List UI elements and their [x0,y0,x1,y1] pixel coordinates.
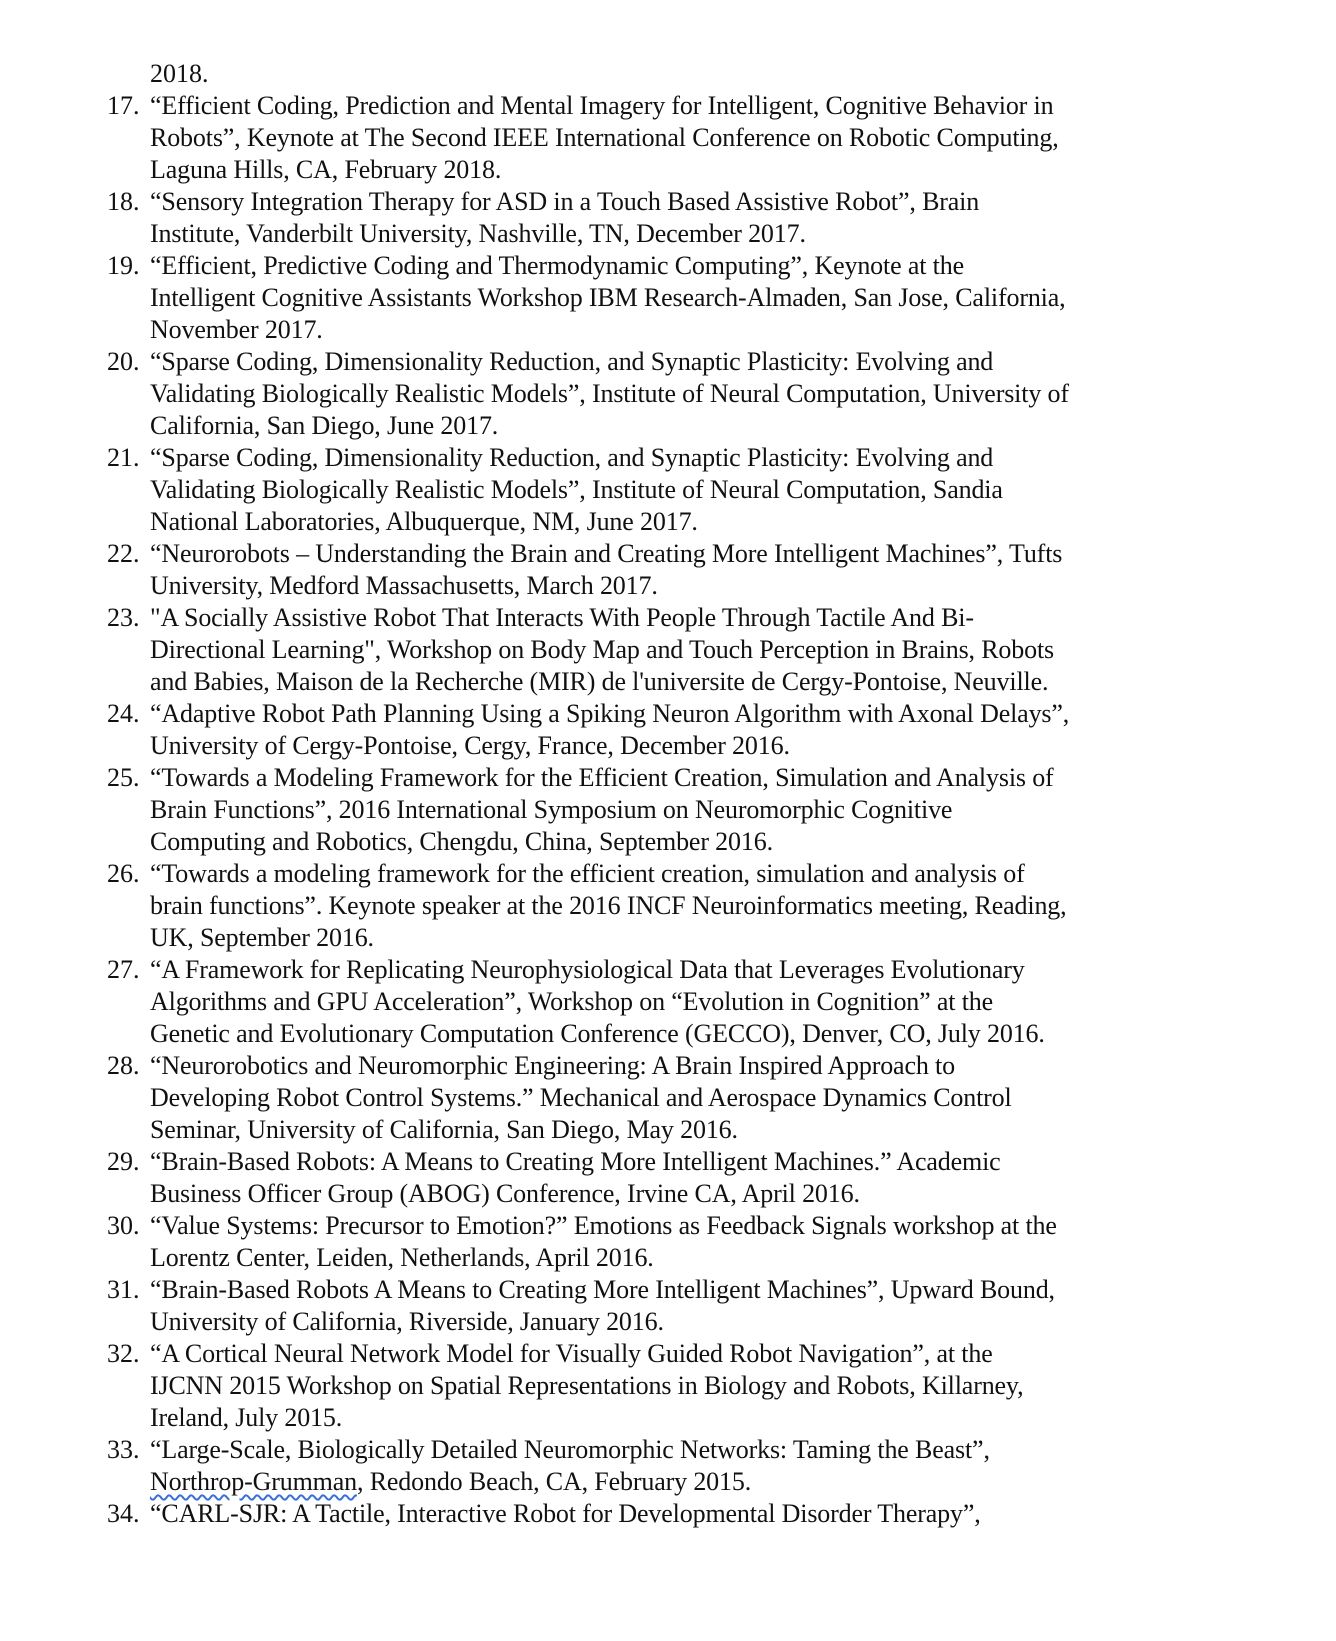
item-text-line: "A Socially Assistive Robot That Interacts With People Through Tactile And Bi- [150,603,974,632]
item-number: 29. [107,1147,140,1176]
list-item [0,954,1336,1050]
list-item [0,1210,1336,1274]
item-text-line: Lorentz Center, Leiden, Netherlands, April 2016. [150,1243,654,1272]
item-text-line: “Adaptive Robot Path Planning Using a Spiking Neuron Algorithm with Axonal Delays”, [150,699,1070,728]
item-text-line: Ireland, July 2015. [150,1403,343,1432]
item-text-line: Developing Robot Control Systems.” Mechanical and Aerospace Dynamics Control [150,1083,1012,1112]
item-number: 33. [107,1435,140,1464]
item-text-line: “A Cortical Neural Network Model for Visually Guided Robot Navigation”, at the [150,1339,993,1368]
item-text-line: Business Officer Group (ABOG) Conference, Irvine CA, April 2016. [150,1179,860,1208]
item-text-line: “Large-Scale, Biologically Detailed Neuromorphic Networks: Taming the Beast”, [150,1435,990,1464]
item-text-line: “Efficient Coding, Prediction and Mental Imagery for Intelligent, Cognitive Behavior in [150,91,1054,120]
list-item [0,1050,1336,1146]
item-text-line: National Laboratories, Albuquerque, NM, June 2017. [150,507,698,536]
item-text-line: Laguna Hills, CA, February 2018. [150,155,502,184]
item-number: 18. [107,187,140,216]
spellcheck-flagged-word[interactable]: Northrop-Grumman [150,1467,357,1496]
item-text-line: “Value Systems: Precursor to Emotion?” Emotions as Feedback Signals workshop at the [150,1211,1057,1240]
item-text-line: Genetic and Evolutionary Computation Conference (GECCO), Denver, CO, July 2016. [150,1019,1045,1048]
continuation-line: 2018. [150,59,209,88]
item-number: 19. [107,251,140,280]
item-text-line: University, Medford Massachusetts, March 2017. [150,571,658,600]
item-text-line: Algorithms and GPU Acceleration”, Workshop on “Evolution in Cognition” at the [150,987,994,1016]
list-item [0,186,1336,250]
item-text-line: “Efficient, Predictive Coding and Thermodynamic Computing”, Keynote at the [150,251,964,280]
item-number: 24. [107,699,140,728]
item-number: 28. [107,1051,140,1080]
item-text-line: Computing and Robotics, Chengdu, China, September 2016. [150,827,773,856]
item-text-line: University of California, Riverside, January 2016. [150,1307,664,1336]
item-text-line: “Sensory Integration Therapy for ASD in a Touch Based Assistive Robot”, Brain [150,187,980,216]
item-number: 31. [107,1275,140,1304]
item-text-line: “A Framework for Replicating Neurophysiological Data that Leverages Evolutionary [150,955,1025,984]
item-text-line: California, San Diego, June 2017. [150,411,499,440]
item-text-line: “Towards a modeling framework for the efficient creation, simulation and analysis of [150,859,1025,888]
list-item [0,442,1336,538]
list-item [0,346,1336,442]
item-number: 22. [107,539,140,568]
list-item [0,1498,1336,1530]
item-number: 30. [107,1211,140,1240]
item-text-line: Directional Learning", Workshop on Body Map and Touch Perception in Brains, Robots [150,635,1055,664]
talks-list [0,90,1336,1530]
item-text-line: Validating Biologically Realistic Models”, Institute of Neural Computation, University of [150,379,1069,408]
item-text-line: brain functions”. Keynote speaker at the 2016 INCF Neuroinformatics meeting, Reading, [150,891,1067,920]
item-text-line: Brain Functions”, 2016 International Symposium on Neuromorphic Cognitive [150,795,953,824]
item-text-line: “CARL-SJR: A Tactile, Interactive Robot for Developmental Disorder Therapy”, [150,1499,981,1528]
list-item [0,602,1336,698]
item-text-line: Seminar, University of California, San Diego, May 2016. [150,1115,738,1144]
item-text-line [150,1466,1336,1498]
item-number: 25. [107,763,140,792]
item-text-fragment: , Redondo Beach, CA, February 2015. [357,1467,752,1496]
item-text-line: Intelligent Cognitive Assistants Workshop IBM Research-Almaden, San Jose, California, [150,283,1066,312]
item-text-line: University of Cergy-Pontoise, Cergy, France, December 2016. [150,731,790,760]
list-item [0,1338,1336,1434]
list-item [0,90,1336,186]
item-number: 20. [107,347,140,376]
item-text-line: and Babies, Maison de la Recherche (MIR) de l'universite de Cergy-Pontoise, Neuville. [150,667,1049,696]
item-number: 21. [107,443,140,472]
item-text-line: “Neurorobots – Understanding the Brain and Creating More Intelligent Machines”, Tufts [150,539,1063,568]
list-item [0,858,1336,954]
list-item [0,698,1336,762]
item-text-line: “Brain-Based Robots: A Means to Creating More Intelligent Machines.” Academic [150,1147,1001,1176]
item-number: 23. [107,603,140,632]
item-text-line: Institute, Vanderbilt University, Nashville, TN, December 2017. [150,219,806,248]
list-item [0,250,1336,346]
item-number: 27. [107,955,140,984]
item-text-line: Validating Biologically Realistic Models”, Institute of Neural Computation, Sandia [150,475,1003,504]
item-text-line: “Sparse Coding, Dimensionality Reduction, and Synaptic Plasticity: Evolving and [150,443,994,472]
item-text-line: November 2017. [150,315,323,344]
item-text-line: UK, September 2016. [150,923,374,952]
item-text-line: “Brain-Based Robots A Means to Creating More Intelligent Machines”, Upward Bound, [150,1275,1055,1304]
list-item [0,538,1336,602]
item-number: 17. [107,91,140,120]
list-item [0,1434,1336,1498]
item-text-line: IJCNN 2015 Workshop on Spatial Representations in Biology and Robots, Killarney, [150,1371,1024,1400]
item-number: 26. [107,859,140,888]
item-text-line: “Neurorobotics and Neuromorphic Engineering: A Brain Inspired Approach to [150,1051,955,1080]
item-text-line: Robots”, Keynote at The Second IEEE International Conference on Robotic Computing, [150,123,1059,152]
item-number: 32. [107,1339,140,1368]
list-item [0,1274,1336,1338]
item-text-line: “Sparse Coding, Dimensionality Reduction, and Synaptic Plasticity: Evolving and [150,347,994,376]
item-text-line: “Towards a Modeling Framework for the Efficient Creation, Simulation and Analysis of [150,763,1054,792]
item-number: 34. [107,1499,140,1528]
list-item [0,762,1336,858]
list-item [0,1146,1336,1210]
